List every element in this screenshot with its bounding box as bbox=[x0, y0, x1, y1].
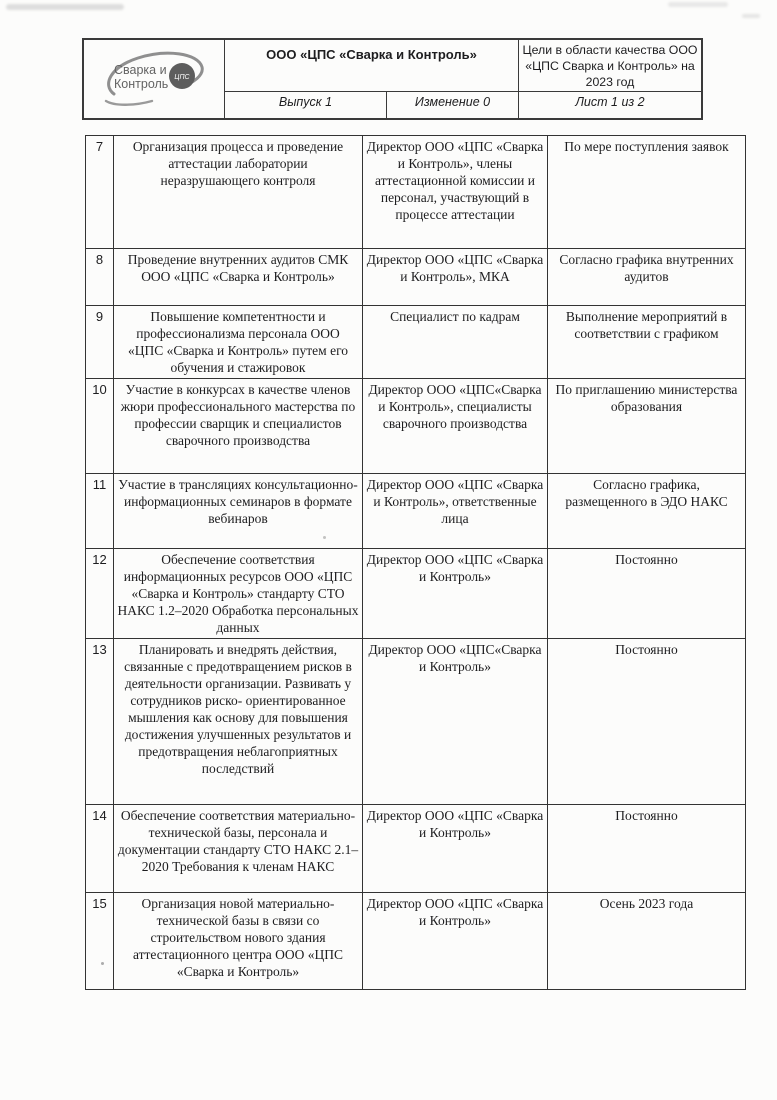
table-row bbox=[86, 549, 746, 639]
company-logo bbox=[100, 43, 208, 115]
objective-cell: Организация процесса и проведение аттестации лаборатории неразрушающего контроля bbox=[114, 136, 363, 249]
timing-cell: По мере поступления заявок bbox=[548, 136, 746, 249]
timing-cell: По приглашению министерства образования bbox=[548, 379, 746, 474]
row-number-cell: 15 bbox=[86, 893, 114, 990]
row-number-cell: 14 bbox=[86, 805, 114, 893]
table-row bbox=[86, 639, 746, 805]
scan-artifact-streak bbox=[6, 4, 124, 10]
scan-artifact-streak bbox=[742, 14, 760, 18]
objectives-table-body bbox=[86, 136, 746, 990]
responsible-cell: Директор ООО «ЦПС «Сварка и Контроль», ответственные лица bbox=[363, 474, 548, 549]
objective-cell: Участие в трансляциях консультационно- информационных семинаров в формате вебинаров bbox=[114, 474, 363, 549]
responsible-cell: Специалист по кадрам bbox=[363, 306, 548, 379]
logo-badge-text: ЦПС bbox=[174, 74, 190, 81]
objective-cell: Обеспечение соответствия информационных ресурсов ООО «ЦПС «Сварка и Контроль» стандарту СТО НАКС 1.2–2020 Обработка персональных данных bbox=[114, 549, 363, 639]
table-row bbox=[86, 379, 746, 474]
timing-cell: Выполнение мероприятий в соответствии с графиком bbox=[548, 306, 746, 379]
timing-cell: Согласно графика внутренних аудитов bbox=[548, 249, 746, 306]
responsible-cell: Директор ООО «ЦПС «Сварка и Контроль» bbox=[363, 549, 548, 639]
logo-text-line2: Контроль bbox=[114, 77, 169, 91]
row-number-cell: 8 bbox=[86, 249, 114, 306]
sheet-label: Лист 1 из 2 bbox=[575, 95, 645, 109]
logo-text-line1: Сварка и bbox=[114, 63, 167, 77]
responsible-cell: Директор ООО «ЦПС «Сварка и Контроль», члены аттестационной комиссии и персонал, участвующий в процессе аттестации bbox=[363, 136, 548, 249]
revision-label: Изменение 0 bbox=[387, 92, 519, 118]
table-row bbox=[86, 136, 746, 249]
timing-cell: Постоянно bbox=[548, 639, 746, 805]
row-number-cell: 12 bbox=[86, 549, 114, 639]
responsible-cell: Директор ООО «ЦПС«Сварка и Контроль», специалисты сварочного производства bbox=[363, 379, 548, 474]
table-row bbox=[86, 474, 746, 549]
logo-cell bbox=[84, 40, 225, 118]
row-number-cell: 10 bbox=[86, 379, 114, 474]
responsible-cell: Директор ООО «ЦПС «Сварка и Контроль» bbox=[363, 893, 548, 990]
table-row bbox=[86, 306, 746, 379]
row-number-cell: 7 bbox=[86, 136, 114, 249]
document-title: Цели в области качества ООО «ЦПС Сварка и Контроль» на 2023 год bbox=[522, 43, 698, 89]
issue-label: Выпуск 1 bbox=[225, 92, 387, 118]
document-header-stamp bbox=[82, 38, 703, 120]
organization-name: ООО «ЦПС «Сварка и Контроль» bbox=[225, 40, 519, 91]
objective-cell: Обеспечение соответствия материально-технической базы, персонала и документации стандарту СТО НАКС 2.1–2020 Требования к членам НАКС bbox=[114, 805, 363, 893]
objective-cell: Участие в конкурсах в качестве членов жюри профессионального мастерства по профессии сварщик и специалистов сварочного производства bbox=[114, 379, 363, 474]
timing-cell: Постоянно bbox=[548, 805, 746, 893]
objective-cell: Повышение компетентности и профессионализма персонала ООО «ЦПС «Сварка и Контроль» путем его обучения и стажировок bbox=[114, 306, 363, 379]
table-row bbox=[86, 893, 746, 990]
responsible-cell: Директор ООО «ЦПС «Сварка и Контроль» bbox=[363, 805, 548, 893]
row-number-cell: 11 bbox=[86, 474, 114, 549]
header-bottom-row bbox=[225, 92, 701, 118]
scan-artifact-streak bbox=[668, 2, 728, 7]
objective-cell: Проведение внутренних аудитов СМК ООО «ЦПС «Сварка и Контроль» bbox=[114, 249, 363, 306]
objective-cell: Организация новой материально- технической базы в связи со строительством нового здания аттестационного центра ООО «ЦПС «Сварка и Контроль» bbox=[114, 893, 363, 990]
timing-cell: Согласно графика, размещенного в ЭДО НАКС bbox=[548, 474, 746, 549]
quality-objectives-table bbox=[85, 135, 746, 990]
responsible-cell: Директор ООО «ЦПС«Сварка и Контроль» bbox=[363, 639, 548, 805]
timing-cell: Постоянно bbox=[548, 549, 746, 639]
header-top-row bbox=[225, 40, 701, 92]
logo-badge bbox=[169, 63, 195, 89]
row-number-cell: 9 bbox=[86, 306, 114, 379]
responsible-cell: Директор ООО «ЦПС «Сварка и Контроль», МКА bbox=[363, 249, 548, 306]
objective-cell: Планировать и внедрять действия, связанные с предотвращением рисков в деятельности организации. Развивать у сотрудников риско- ориентированное мышления как основу для повышения достижения улучшенных результатов и предотвращения неблагоприятных последствий bbox=[114, 639, 363, 805]
row-number-cell: 13 bbox=[86, 639, 114, 805]
table-row bbox=[86, 249, 746, 306]
table-row bbox=[86, 805, 746, 893]
timing-cell: Осень 2023 года bbox=[548, 893, 746, 990]
header-right-block bbox=[225, 40, 701, 118]
